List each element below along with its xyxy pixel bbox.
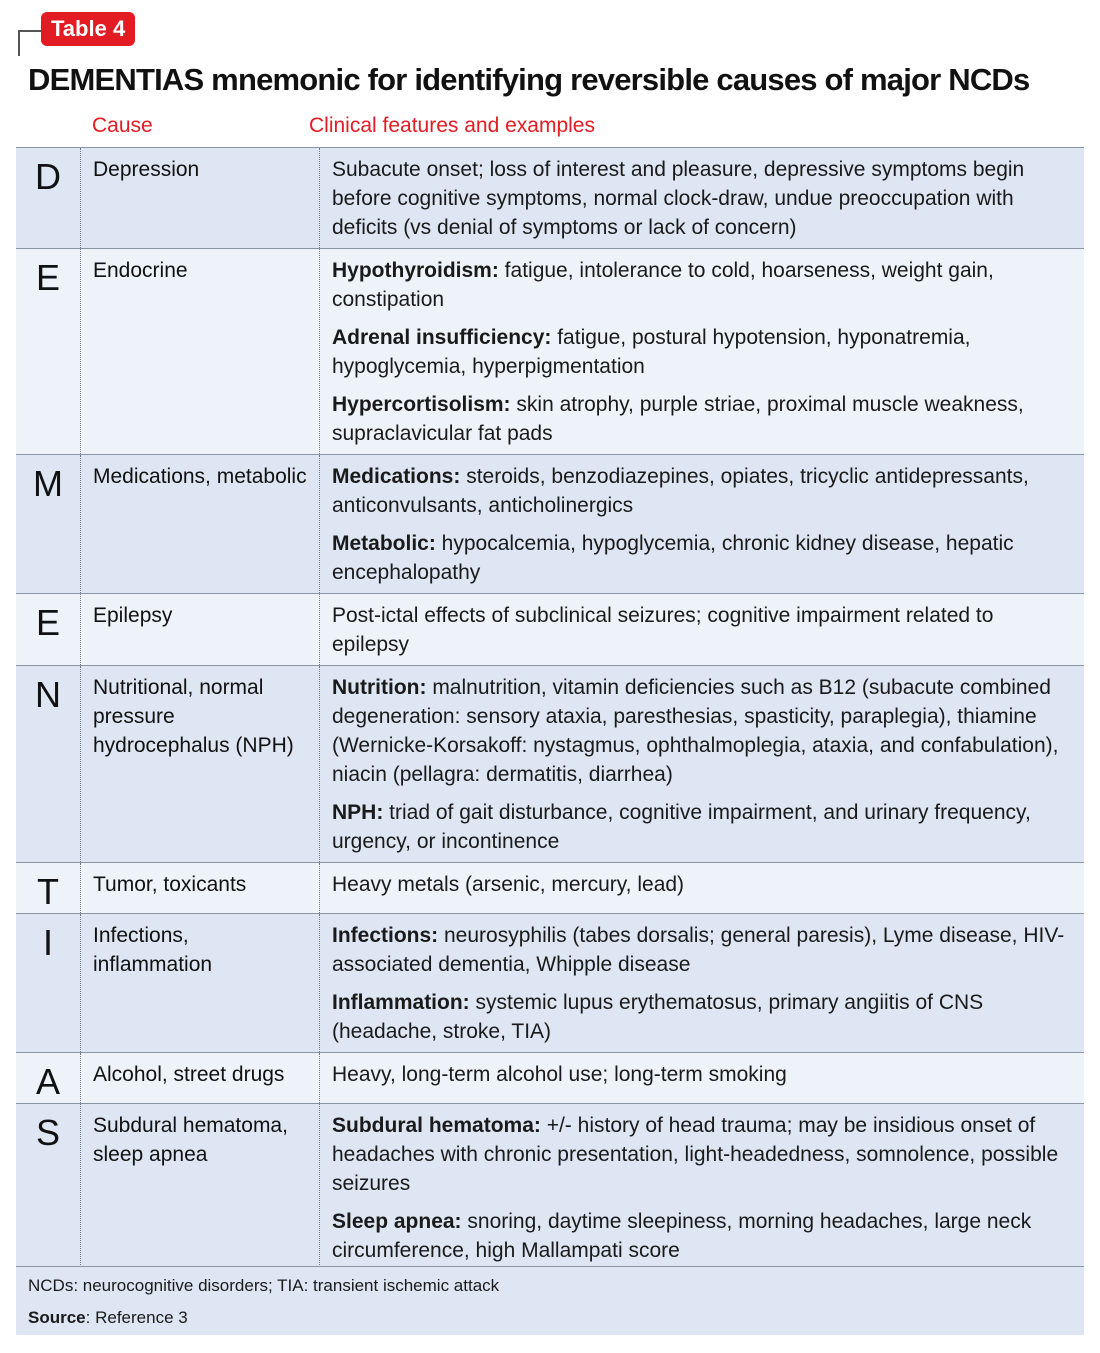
feature-paragraph [332, 1207, 1072, 1265]
feature-text: systemic lupus erythematosus, primary angiitis of CNS (headache, stroke, TIA) [332, 991, 984, 1043]
feature-label: Metabolic: [332, 532, 436, 555]
feature-text: neurosyphilis (tabes dorsalis; general paresis), Lyme disease, HIV-associated dementia, Whipple disease [332, 924, 1065, 976]
row-features [320, 249, 1084, 454]
feature-paragraph [332, 988, 1072, 1046]
feature-text: skin atrophy, purple striae, proximal muscle weakness, supraclavicular fat pads [332, 393, 1024, 445]
feature-label: Adrenal insufficiency: [332, 326, 552, 349]
feature-text: fatigue, postural hypotension, hyponatremia, hypoglycemia, hyperpigmentation [332, 326, 971, 378]
table-row [16, 1052, 1084, 1103]
row-features [320, 148, 1084, 248]
feature-text: Post-ictal effects of subclinical seizures; cognitive impairment related to epilepsy [332, 604, 994, 656]
feature-paragraph [332, 798, 1072, 856]
feature-paragraph [332, 921, 1072, 979]
table-row [16, 454, 1084, 593]
feature-paragraph [332, 155, 1072, 242]
row-letter: A [16, 1053, 81, 1103]
corner-bracket [18, 30, 42, 56]
row-features [320, 1053, 1084, 1103]
table-row [16, 147, 1084, 248]
table-badge: Table 4 [41, 12, 135, 46]
feature-paragraph [332, 1111, 1072, 1198]
feature-paragraph [332, 462, 1072, 520]
feature-paragraph [332, 1060, 1072, 1089]
row-letter: D [16, 148, 81, 248]
feature-paragraph [332, 256, 1072, 314]
feature-paragraph [332, 390, 1072, 448]
row-cause: Tumor, toxicants [81, 863, 320, 913]
row-cause: Depression [81, 148, 320, 248]
row-features [320, 863, 1084, 913]
mnemonic-table [16, 147, 1084, 1271]
table-row [16, 248, 1084, 454]
feature-text: Subacute onset; loss of interest and pleasure, depressive symptoms begin before cognitive symptoms, normal clock-draw, undue preoccupation with deficits (vs denial of symptoms or lack of concern) [332, 158, 1025, 239]
row-cause: Infections, inflammation [81, 914, 320, 1052]
feature-paragraph [332, 601, 1072, 659]
feature-text: triad of gait disturbance, cognitive impairment, and urinary frequency, urgency, or incontinence [332, 801, 1031, 853]
table-row [16, 1103, 1084, 1271]
header-cause: Cause [92, 114, 153, 137]
row-cause: Medications, metabolic [81, 455, 320, 593]
feature-text: hypocalcemia, hypoglycemia, chronic kidney disease, hepatic encephalopathy [332, 532, 1014, 584]
feature-label: Sleep apnea: [332, 1210, 462, 1233]
row-letter: M [16, 455, 81, 593]
source-text: : Reference 3 [85, 1308, 188, 1327]
footnote: NCDs: neurocognitive disorders; TIA: transient ischemic attack [28, 1276, 500, 1295]
row-features [320, 666, 1084, 862]
row-features [320, 914, 1084, 1052]
header-features: Clinical features and examples [309, 114, 595, 137]
feature-label: Hypercortisolism: [332, 393, 511, 416]
feature-paragraph [332, 870, 1072, 899]
feature-paragraph [332, 323, 1072, 381]
row-letter: I [16, 914, 81, 1052]
row-cause: Nutritional, normal pressure hydrocephalus (NPH) [81, 666, 320, 862]
row-letter: T [16, 863, 81, 913]
row-features [320, 1104, 1084, 1271]
table-row [16, 593, 1084, 665]
row-features [320, 455, 1084, 593]
feature-label: Inflammation: [332, 991, 470, 1014]
row-letter: S [16, 1104, 81, 1271]
row-letter: N [16, 666, 81, 862]
row-letter: E [16, 249, 81, 454]
feature-label: Medications: [332, 465, 461, 488]
feature-text: +/- history of head trauma; may be insidious onset of headaches with chronic presentation, light-headedness, somnolence, possible seizures [332, 1114, 1059, 1195]
row-cause: Epilepsy [81, 594, 320, 665]
feature-label: Subdural hematoma: [332, 1114, 541, 1137]
table-row [16, 665, 1084, 862]
table-row [16, 862, 1084, 913]
table-title: DEMENTIAS mnemonic for identifying reversible causes of major NCDs [28, 62, 1030, 97]
feature-paragraph [332, 673, 1072, 789]
source-line [28, 1308, 188, 1328]
feature-text: fatigue, intolerance to cold, hoarseness, weight gain, constipation [332, 259, 994, 311]
row-cause: Alcohol, street drugs [81, 1053, 320, 1103]
feature-label: Hypothyroidism: [332, 259, 499, 282]
row-letter: E [16, 594, 81, 665]
feature-text: snoring, daytime sleepiness, morning headaches, large neck circumference, high Mallampati score [332, 1210, 1032, 1262]
source-label: Source [28, 1308, 86, 1327]
row-cause: Endocrine [81, 249, 320, 454]
feature-label: Infections: [332, 924, 439, 947]
feature-text: steroids, benzodiazepines, opiates, tricyclic antidepressants, anticonvulsants, anticholinergics [332, 465, 1029, 517]
feature-text: malnutrition, vitamin deficiencies such as B12 (subacute combined degeneration: sensory ataxia, paresthesias, spasticity, paraplegia), thiamine (Wernicke-Korsakoff: nystagmus, ophthalmoplegia, ataxia, and confabulation), niacin (pellagra: dermatitis, diarrhea) [332, 676, 1059, 786]
feature-paragraph [332, 529, 1072, 587]
feature-label: NPH: [332, 801, 384, 824]
row-features [320, 594, 1084, 665]
feature-text: Heavy metals (arsenic, mercury, lead) [332, 873, 685, 896]
table-row [16, 913, 1084, 1052]
table-footer [16, 1266, 1084, 1335]
feature-text: Heavy, long-term alcohol use; long-term smoking [332, 1063, 787, 1086]
feature-label: Nutrition: [332, 676, 427, 699]
row-cause: Subdural hematoma, sleep apnea [81, 1104, 320, 1271]
